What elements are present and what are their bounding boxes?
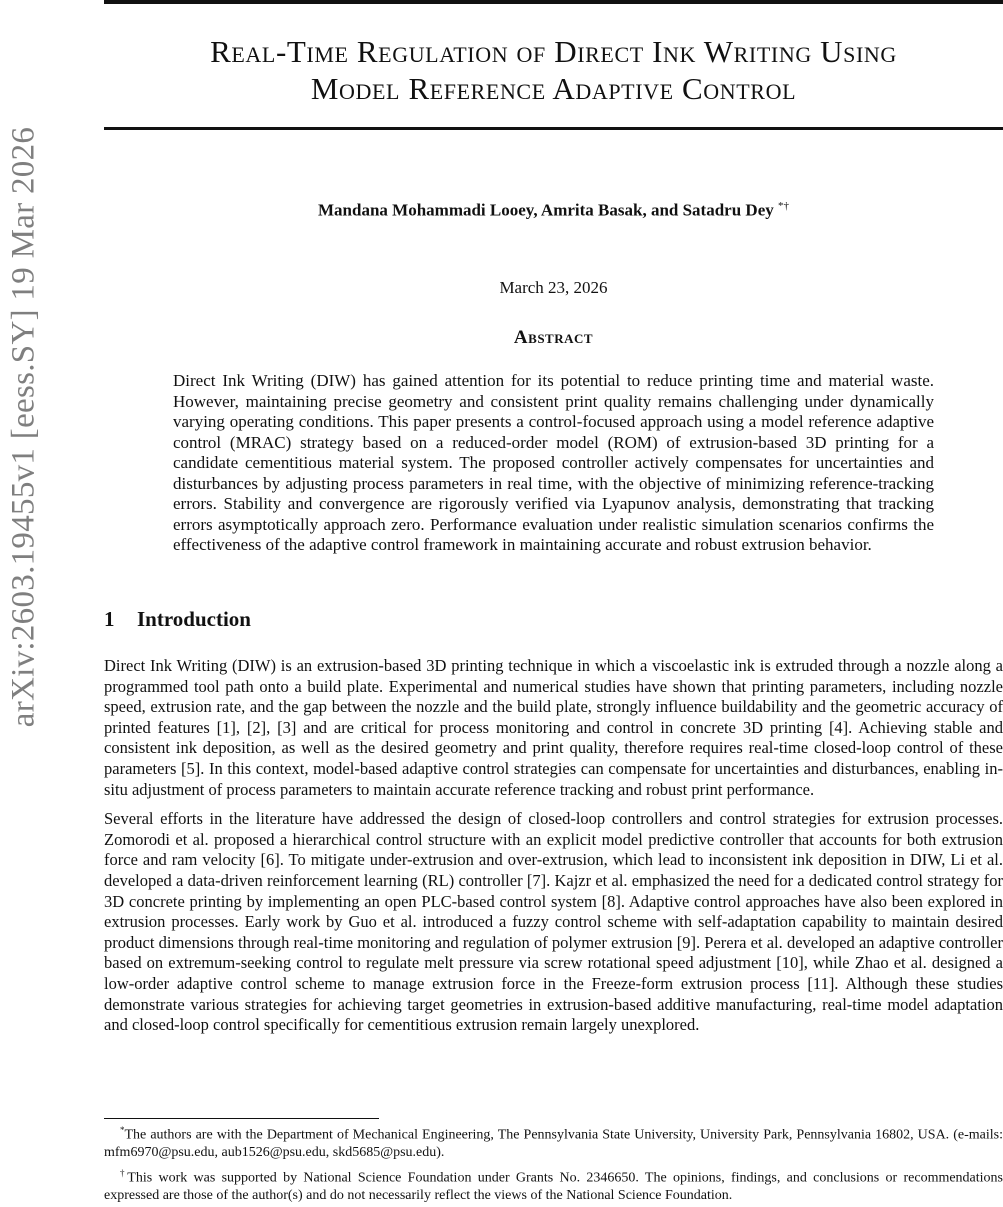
- footnote-1-text: The authors are with the Department of Mechanical Engineering, The Pennsylvania State University, University Park, Pennsylvania 16802, USA. (e-mails: mfm6970@psu.edu, aub1526@psu.edu, skd5685@psu.edu).: [104, 1127, 1003, 1161]
- abstract-body: Direct Ink Writing (DIW) has gained attention for its potential to reduce printing time and material waste. However, maintaining precise geometry and consistent print quality remains challenging under dynamically varying operating conditions. This paper presents a control-focused approach using a model reference adaptive control (MRAC) strategy based on a reduced-order model (ROM) of extrusion-based 3D printing for a candidate cementitious material system. The proposed controller actively compensates for uncertainties and disturbances by adjusting process parameters in real time, with the objective of minimizing reference-tracking errors. Stability and convergence are rigorously verified via Lyapunov analysis, demonstrating that tracking errors asymptotically approach zero. Performance evaluation under realistic simulation scenarios confirms the effectiveness of the adaptive control framework in maintaining accurate and robust extrusion behavior.: [173, 371, 934, 554]
- footnote-rule: [104, 1118, 379, 1119]
- paper-title: [104, 33, 1003, 107]
- paper-date: March 23, 2026: [499, 278, 608, 297]
- title-line-1: Real-Time Regulation of Direct Ink Writing Using: [210, 34, 897, 69]
- abstract-heading: Abstract: [513, 327, 594, 348]
- footnote-2-mark: †: [120, 1167, 128, 1178]
- footnote-2: [104, 1165, 1003, 1205]
- introduction-body: [104, 656, 1003, 1045]
- intro-paragraph-2: Several efforts in the literature have addressed the design of closed-loop controllers and control strategies for extrusion processes. Zomorodi et al. proposed a hierarchical control structure with an explicit model predictive controller that accounts for both extrusion force and ram velocity [6]. To mitigate under-extrusion and over-extrusion, which lead to inconsistent ink deposition in DIW, Li et al. developed a data-driven reinforcement learning (RL) controller [7]. Kajzr et al. emphasized the need for a dedicated control strategy for 3D concrete printing by implementing an open PLC-based control system [8]. Adaptive control approaches have also been explored in extrusion processes. Early work by Guo et al. introduced a fuzzy control scheme with self-adaptation capability to maintain desired product dimensions through real-time monitoring and regulation of polymer extrusion [9]. Perera et al. developed an adaptive controller based on extremum-seeking control to regulate melt pressure via screw rotational speed adjustment [10], while Zhao et al. designed a low-order adaptive control scheme to manage extrusion force in the Freeze-form extrusion process [11]. Although these studies demonstrate various strategies for achieving target geometries in extrusion-based additive manufacturing, real-time model adaptation and closed-loop control specifically for cementitious extrusion remain largely unexplored.: [104, 809, 1003, 1035]
- section-title: Introduction: [137, 607, 251, 631]
- intro-paragraph-1: Direct Ink Writing (DIW) is an extrusion-based 3D printing technique in which a viscoelastic ink is extruded through a nozzle along a programmed tool path onto a build plate. Experimental and numerical studies have shown that printing parameters, including nozzle speed, extrusion rate, and the gap between the nozzle and the build plate, strongly influence buildability and the geometric accuracy of printed features [1], [2], [3] and are critical for process monitoring and control in concrete 3D printing [4]. Achieving stable and consistent ink deposition, as well as the desired geometry and print quality, therefore requires real-time closed-loop control of these parameters [5]. In this context, model-based adaptive control strategies can compensate for uncertainties and disturbances, enabling in-situ adjustment of process parameters to maintain accurate reference tracking and robust print performance.: [104, 656, 1003, 799]
- footnote-1: [104, 1122, 1003, 1162]
- section-number: 1: [104, 607, 115, 631]
- author-list: [104, 200, 1003, 221]
- footnotes: [104, 1122, 1003, 1207]
- arxiv-sidebar: [0, 126, 48, 728]
- footnote-2-text: This work was supported by National Science Foundation under Grants No. 2346650. The opinions, findings, and conclusions or recommendations expressed are those of the author(s) and do not necessarily reflect the views of the National Science Foundation.: [104, 1170, 1003, 1203]
- footnote-1-mark: *: [120, 1125, 125, 1135]
- author-footnote-marks: *†: [778, 200, 789, 212]
- section-heading-introduction: [104, 607, 251, 632]
- title-top-rule: [104, 0, 1003, 4]
- arxiv-identifier: arXiv:2603.19455v1 [eess.SY] 19 Mar 2026: [5, 126, 42, 728]
- author-names: Mandana Mohammadi Looey, Amrita Basak, and Satadru Dey: [318, 200, 774, 220]
- title-line-2: Model Reference Adaptive Control: [310, 71, 797, 106]
- title-bottom-rule: [104, 127, 1003, 130]
